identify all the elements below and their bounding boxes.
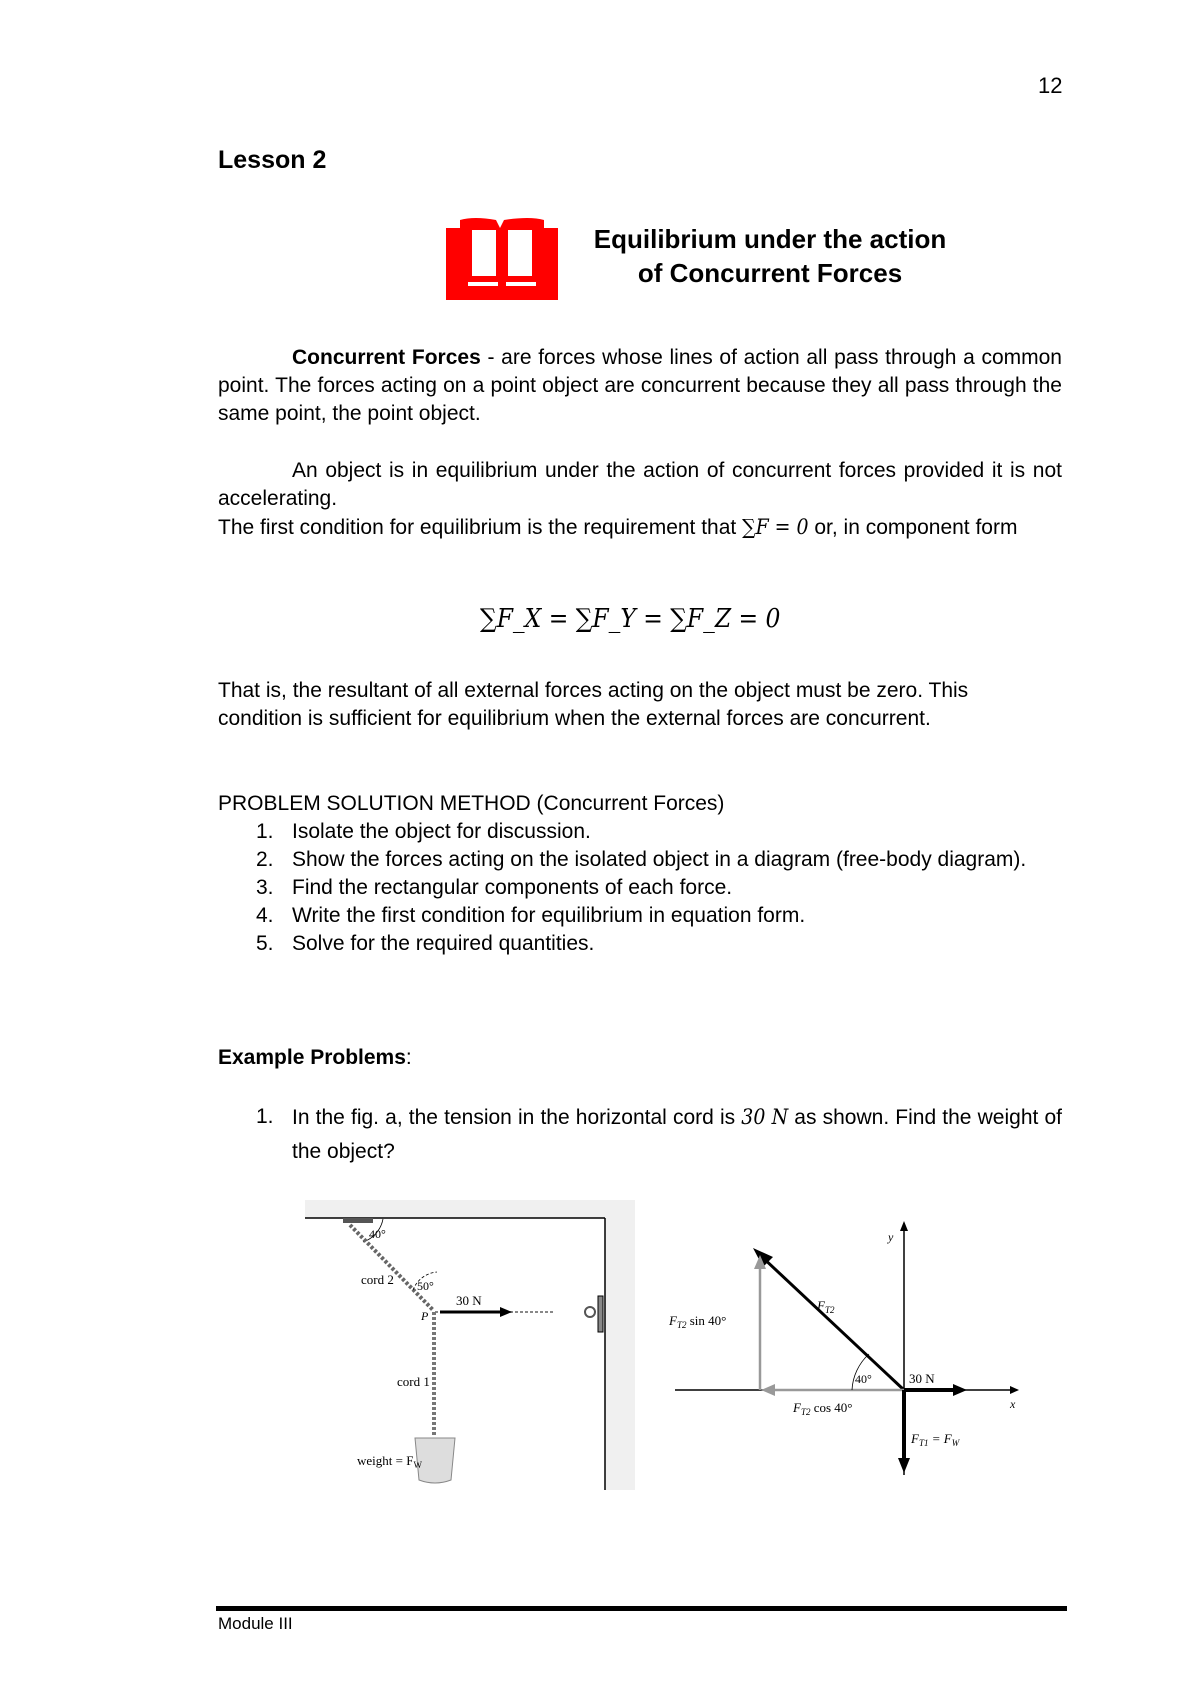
- method-steps: [256, 818, 1062, 958]
- definition-paragraph: [218, 344, 1062, 428]
- method-step: [256, 846, 1062, 874]
- method-step: [256, 874, 1062, 902]
- lesson-heading: Lesson 2: [218, 146, 327, 174]
- ft2-sin-label: $F_{T2}$ sin 40°: [669, 1313, 727, 1330]
- example-math: 30 N: [741, 1105, 789, 1129]
- sum-f-zero: ∑F = 0: [742, 515, 809, 539]
- angle-40-label: 40°: [369, 1227, 386, 1241]
- example-text: In the fig. a, the tension in the horizontal cord is: [292, 1106, 742, 1129]
- step-text: Write the first condition for equilibrium in equation form.: [292, 904, 806, 927]
- method-heading: PROBLEM SOLUTION METHOD (Concurrent Forces): [218, 792, 725, 815]
- lesson-title: [560, 222, 980, 290]
- ft1-label: $F_{T1} = F_W$: [911, 1431, 960, 1448]
- definition-term: Concurrent Forces: [292, 346, 481, 369]
- step-number: 3.: [256, 876, 274, 899]
- step-text: Find the rectangular components of each force.: [292, 876, 733, 899]
- page-number: 12: [1038, 73, 1063, 98]
- resultant-paragraph: That is, the resultant of all external forces acting on the object must be zero. This condition is sufficient for equilibrium when the external forces are concurrent.: [218, 679, 969, 730]
- method-step: [256, 902, 1062, 930]
- title-line-1: Equilibrium under the action: [593, 224, 947, 254]
- angle-50-label: 50°: [417, 1279, 434, 1293]
- step-number: 1.: [256, 820, 274, 843]
- title-line-2: of Concurrent Forces: [637, 258, 903, 288]
- footer-module: Module III: [218, 1614, 293, 1633]
- example-text-end: as shown. Find the weight of the object?: [292, 1106, 1062, 1163]
- example-1: [256, 1100, 1062, 1169]
- equilibrium-paragraph: An object is in equilibrium under the action of concurrent forces provided it is not accelerating.: [218, 459, 1062, 510]
- book-icon: [446, 216, 558, 300]
- cord-2-label: cord 2: [361, 1272, 394, 1287]
- force-30n-label: 30 N: [909, 1371, 935, 1386]
- force-label: 30 N: [456, 1293, 482, 1308]
- colon: :: [405, 1046, 412, 1069]
- method-section: [218, 790, 1062, 958]
- ft2-cos-label: $F_{T2}$ cos 40°: [793, 1400, 853, 1417]
- method-step: [256, 818, 1062, 846]
- figure-a-hanging-weight: [305, 1200, 635, 1490]
- step-number: 4.: [256, 904, 274, 927]
- figure-b-free-body-diagram: [665, 1215, 1025, 1490]
- y-label: y: [888, 1230, 894, 1244]
- step-text: Solve for the required quantities.: [292, 932, 595, 955]
- x-label: x: [1010, 1397, 1016, 1411]
- examples-heading-text: Example Problems: [218, 1046, 406, 1069]
- weight-label: weight = $F_W$: [357, 1453, 422, 1470]
- footer-rule: [216, 1606, 1067, 1611]
- condition-text-end: or, in component form: [808, 516, 1018, 539]
- point-p-label: P: [421, 1309, 429, 1323]
- equilibrium-equation: ∑F_X = ∑F_Y = ∑F_Z = 0: [480, 604, 781, 634]
- condition-text: The first condition for equilibrium is the requirement that: [218, 516, 737, 539]
- step-text: Show the forces acting on the isolated object in a diagram (free-body diagram).: [292, 848, 1027, 871]
- method-step: [256, 930, 1062, 958]
- first-condition-paragraph: [218, 513, 1062, 542]
- angle-40-label: 40°: [855, 1372, 872, 1386]
- definition-text: - are forces whose lines of action all pass through a common point. The forces acting on a point object are concurrent because they all pass through the same point, the point object.: [218, 346, 1062, 425]
- cord-1-label: cord 1: [397, 1374, 430, 1389]
- examples-heading: [218, 1044, 412, 1072]
- step-number: 2.: [256, 848, 274, 871]
- example-number: 1.: [256, 1105, 274, 1128]
- ft2-label: $F_{T2}$: [817, 1298, 835, 1315]
- ft2-vector: [760, 1255, 904, 1390]
- step-number: 5.: [256, 932, 274, 955]
- step-text: Isolate the object for discussion.: [292, 820, 591, 843]
